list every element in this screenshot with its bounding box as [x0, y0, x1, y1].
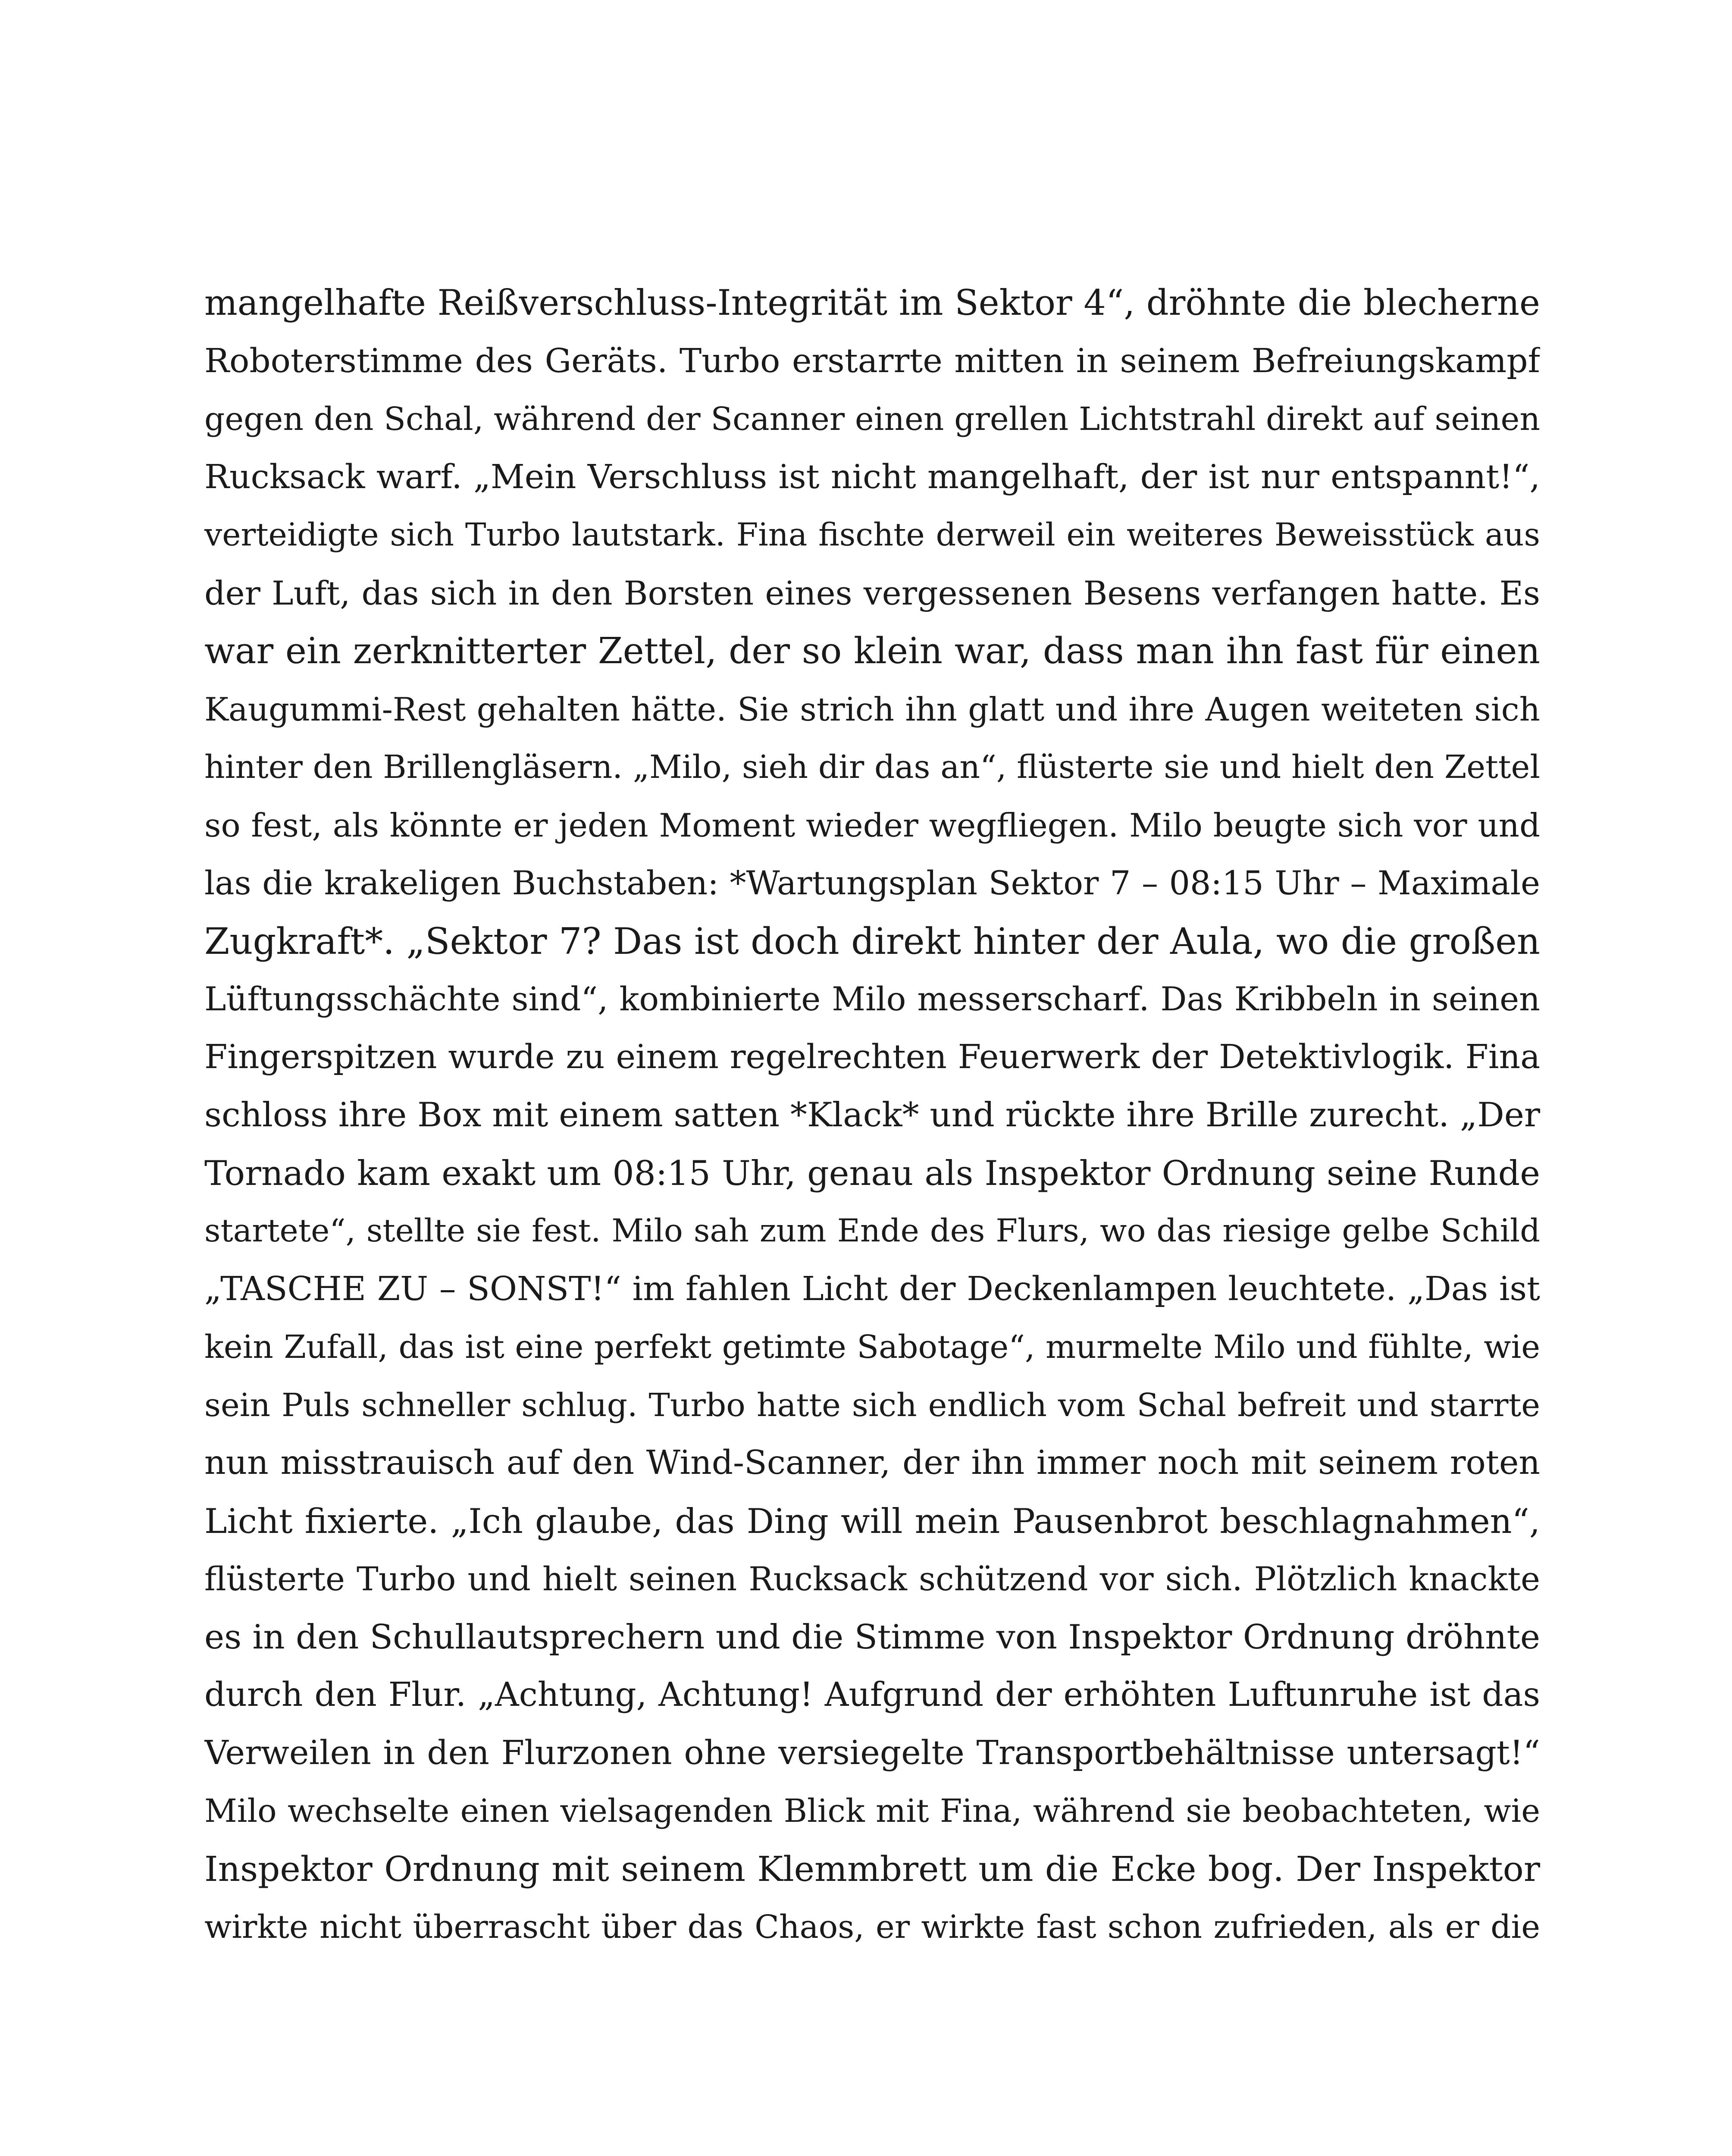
text-line: Roboterstimme des Geräts. Turbo erstarrte mitten in seinem Befreiungskampf — [204, 342, 1540, 380]
text-line: Rucksack warf. „Mein Verschluss ist nicht mangelhaft, der ist nur entspannt!“, — [204, 458, 1540, 496]
text-line: sein Puls schneller schlug. Turbo hatte sich endlich vom Schal befreit und starrte — [204, 1386, 1540, 1424]
text-line: Milo wechselte einen vielsagenden Blick mit Fina, während sie beobachteten, wie — [204, 1792, 1540, 1830]
text-line: „TASCHE ZU – SONST!“ im fahlen Licht der Deckenlampen leuchtete. „Das ist — [204, 1269, 1540, 1308]
text-line: es in den Schullautsprechern und die Stimme von Inspektor Ordnung dröhnte — [204, 1617, 1540, 1657]
text-line: verteidigte sich Turbo lautstark. Fina fischte derweil ein weiteres Beweisstück aus — [204, 517, 1540, 553]
text-line: nun misstrauisch auf den Wind-Scanner, der ihn immer noch mit seinem roten — [204, 1444, 1540, 1482]
text-line: war ein zerknitterter Zettel, der so klein war, dass man ihn fast für einen — [204, 630, 1540, 672]
body-text — [204, 274, 1540, 1956]
text-line: Licht fixierte. „Ich glaube, das Ding will mein Pausenbrot beschlagnahmen“, — [204, 1501, 1540, 1541]
text-line: schloss ihre Box mit einem satten *Klack* und rückte ihre Brille zurecht. „Der — [204, 1096, 1540, 1134]
text-line: Inspektor Ordnung mit seinem Klemmbrett um die Ecke bog. Der Inspektor — [204, 1849, 1540, 1889]
text-line: Lüftungsschächte sind“, kombinierte Milo messerscharf. Das Kribbeln in seinen — [204, 980, 1540, 1018]
text-line: hinter den Brillengläsern. „Milo, sieh dir das an“, flüsterte sie und hielt den Zettel — [204, 749, 1540, 786]
text-line: mangelhafte Reißverschluss-Integrität im Sektor 4“, dröhnte die blecherne — [204, 283, 1540, 323]
text-line: las die krakeligen Buchstaben: *Wartungsplan Sektor 7 – 08:15 Uhr – Maximale — [204, 864, 1540, 902]
text-line: so fest, als könnte er jeden Moment wieder wegfliegen. Milo beugte sich vor und — [204, 806, 1540, 844]
text-line: gegen den Schal, während der Scanner einen grellen Lichtstrahl direkt auf seinen — [204, 401, 1540, 438]
text-line: Tornado kam exakt um 08:15 Uhr, genau als Inspektor Ordnung seine Runde — [204, 1153, 1540, 1193]
text-line: Zugkraft*. „Sektor 7? Das ist doch direkt hinter der Aula, wo die großen — [204, 920, 1540, 962]
text-line: der Luft, das sich in den Borsten eines vergessenen Besens verfangen hatte. Es — [204, 573, 1540, 612]
text-line: flüsterte Turbo und hielt seinen Rucksack schützend vor sich. Plötzlich knackte — [204, 1560, 1540, 1598]
text-line: kein Zufall, das ist eine perfekt getimte Sabotage“, murmelte Milo und fühlte, wie — [204, 1329, 1540, 1366]
text-line: wirkte nicht überrascht über das Chaos, er wirkte fast schon zufrieden, als er die — [204, 1908, 1540, 1946]
text-line: Verweilen in den Flurzonen ohne versiegelte Transportbehältnisse untersagt!“ — [204, 1733, 1540, 1772]
text-line: startete“, stellte sie fest. Milo sah zum Ende des Flurs, wo das riesige gelbe Schild — [204, 1213, 1540, 1249]
text-line: durch den Flur. „Achtung, Achtung! Aufgrund der erhöhten Luftunruhe ist das — [204, 1676, 1540, 1714]
text-line: Kaugummi-Rest gehalten hätte. Sie strich ihn glatt und ihre Augen weiteten sich — [204, 690, 1540, 728]
text-line: Fingerspitzen wurde zu einem regelrechten Feuerwerk der Detektivlogik. Fina — [204, 1037, 1540, 1076]
